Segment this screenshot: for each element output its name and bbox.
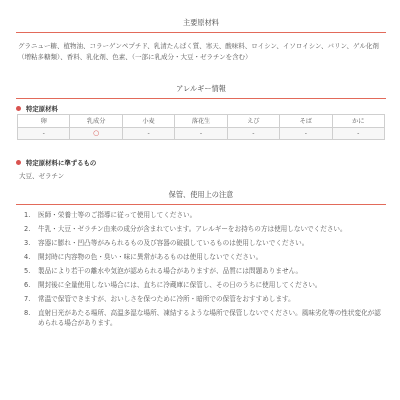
bullet-dot-icon <box>16 160 21 165</box>
list-item-number: 2. <box>24 224 31 233</box>
specified-materials-label: 特定原材料 <box>26 105 58 113</box>
list-item-text: 直射日光があたる場所、高温多湿な場所、凍結するような場所で保管しないでください。風味劣化等の性状変化が認められる場合があります。 <box>38 308 381 328</box>
list-item-number: 4. <box>24 252 31 261</box>
allergy-table <box>17 114 385 140</box>
list-item <box>24 280 382 291</box>
list-item <box>24 294 382 305</box>
allergy-col-shrimp: えび <box>227 115 279 128</box>
allergy-col-milk: 乳成分 <box>70 115 122 128</box>
allergy-table-header-row <box>18 115 385 128</box>
list-item-number: 1. <box>24 211 31 219</box>
ingredients-heading <box>16 18 386 28</box>
list-item-text: 医師・栄養士等のご指導に従って使用してください。 <box>38 211 197 219</box>
list-item <box>24 252 382 263</box>
care-list <box>24 210 382 332</box>
specified-materials-subhead <box>16 104 58 113</box>
allergy-heading-text: アレルギー情報 <box>176 84 226 93</box>
equivalent-materials-text: 大豆、ゼラチン <box>19 172 65 180</box>
bullet-dot-icon <box>16 106 21 111</box>
allergy-heading <box>16 84 386 94</box>
allergy-val-buckwheat: - <box>280 127 332 140</box>
list-item <box>24 224 382 235</box>
care-heading-text: 保管、使用上の注意 <box>168 190 234 199</box>
allergy-col-peanut: 落花生 <box>175 115 227 128</box>
allergy-val-crab: - <box>332 127 384 140</box>
list-item-text: 開封時に内容物の色・臭い・味に異常があるものは使用しないでください。 <box>38 252 263 261</box>
allergy-col-crab: かに <box>332 115 384 128</box>
allergy-val-milk: ○ <box>70 127 122 140</box>
list-item-number: 8. <box>24 308 31 317</box>
ingredients-heading-text: 主要原材料 <box>183 18 219 27</box>
allergy-col-wheat: 小麦 <box>122 115 174 128</box>
list-item-number: 3. <box>24 238 31 247</box>
list-item-number: 5. <box>24 266 31 275</box>
allergy-val-egg: - <box>18 127 70 140</box>
list-item-text: 開封後に全量使用しない場合には、直ちに冷蔵庫に保管し、その日のうちに使用してください。 <box>38 280 322 289</box>
list-item-text: 牛乳・大豆・ゼラチン由来の成分が含まれています。アレルギーをお持ちの方は使用しないでください。 <box>38 224 347 233</box>
list-item-text: 製品により若干の離水や気泡が認められる場合がありますが、品質には問題ありません。 <box>38 266 303 275</box>
list-item-text: 常温で保管できますが、おいしさを保つために冷所・暗所での保管をおすすめします。 <box>38 294 295 303</box>
allergy-col-buckwheat: そば <box>280 115 332 128</box>
equivalent-materials-label: 特定原材料に準ずるもの <box>26 159 97 167</box>
list-item-number: 7. <box>24 294 31 303</box>
equivalent-materials-subhead <box>16 158 96 167</box>
allergy-val-shrimp: - <box>227 127 279 140</box>
list-item <box>24 210 382 221</box>
list-item-text: 容器に膨れ・凹凸等がみられるもの及び容器の破損しているものは使用しないでください。 <box>38 238 309 247</box>
list-item <box>24 238 382 249</box>
list-item <box>24 308 382 329</box>
list-item-number: 6. <box>24 280 31 289</box>
allergy-col-egg: 卵 <box>18 115 70 128</box>
allergy-val-peanut: - <box>175 127 227 140</box>
allergy-val-wheat: - <box>122 127 174 140</box>
ingredients-text: グラニュー糖、植物油、コラーゲンペプチド、乳清たんぱく質、寒天、酸味料、ロイシン、イソロイシン、バリン、ゲル化剤（増粘多糖類）、香料、乳化剤、色素、（一部に乳成分・大豆・ゼラチンを含む） <box>18 42 379 61</box>
care-heading <box>16 190 386 200</box>
allergy-table-value-row <box>18 127 385 140</box>
list-item <box>24 266 382 277</box>
